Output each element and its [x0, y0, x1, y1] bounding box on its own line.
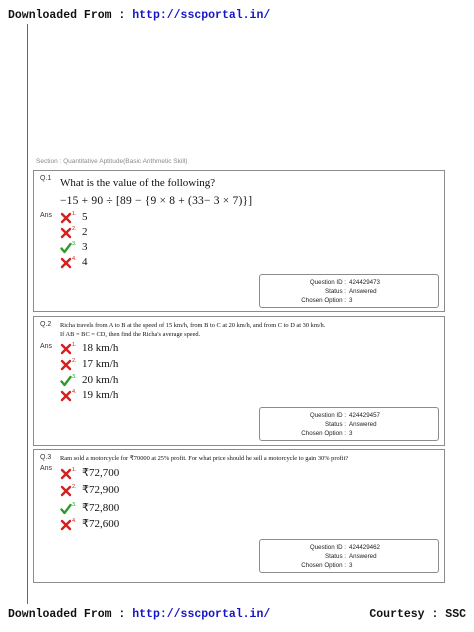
option-text: 2	[82, 226, 88, 238]
option-number: 1.	[72, 342, 77, 348]
option-number: 3.	[72, 241, 77, 247]
option-number: 4.	[72, 389, 77, 395]
option-number: 2.	[72, 484, 77, 490]
option-text: 3	[82, 241, 88, 253]
option-number: 1.	[72, 211, 77, 217]
question-id-value: 424429462	[349, 544, 380, 551]
option-text: 17 km/h	[82, 358, 119, 370]
cross-icon	[60, 227, 72, 239]
header-link[interactable]: http://sscportal.in/	[132, 9, 271, 22]
option-text: 4	[82, 256, 88, 268]
ans-label: Ans	[40, 465, 53, 472]
option-text: ₹72,700	[82, 467, 120, 479]
chosen-option-label: Chosen Option :	[301, 430, 346, 437]
cross-icon	[60, 468, 72, 480]
chosen-option-label: Chosen Option :	[301, 297, 346, 304]
status-label: Status :	[325, 421, 346, 428]
question-text-line-2: If AB = BC = CD, then find the Richa's average speed.	[60, 331, 201, 338]
option-number: 2.	[72, 358, 77, 364]
status-value: Answered	[349, 421, 377, 428]
cross-icon	[60, 485, 72, 497]
cross-icon	[60, 359, 72, 371]
option-number: 2.	[72, 226, 77, 232]
question-id-label: Question ID :	[309, 412, 346, 419]
option-number: 3.	[72, 502, 77, 508]
question-number: Q.2	[40, 321, 52, 328]
download-footer	[8, 608, 270, 621]
question-text-line-1: Richa travels from A to B at the speed of 15 km/h, from B to C at 20 km/h, and from C to D at 30 km/h.	[60, 322, 326, 329]
page-left-rule	[27, 24, 28, 604]
cross-icon	[60, 212, 72, 224]
status-value: Answered	[349, 553, 377, 560]
question-id-value: 424429473	[349, 279, 380, 286]
question-expression: −15 + 90 ÷ [89 − {9 × 8 + (33− 3 × 7)}]	[60, 195, 253, 207]
question-number: Q.3	[40, 454, 52, 461]
tick-icon	[60, 375, 72, 387]
footer-prefix: Downloaded From :	[8, 608, 133, 621]
download-header	[8, 9, 270, 22]
question-number: Q.1	[40, 175, 52, 182]
ans-label: Ans	[40, 212, 53, 219]
question-text: Ram sold a motorcycle for ₹70000 at 25% profit. For what price should he sell a motorcycle to gain 30% profit?	[60, 455, 349, 462]
footer-link[interactable]: http://sscportal.in/	[132, 608, 271, 621]
courtesy-footer: Courtesy : SSC	[369, 608, 466, 621]
question-info-box	[259, 407, 439, 441]
option-text: 5	[82, 211, 88, 223]
question-info-box	[259, 539, 439, 573]
cross-icon	[60, 257, 72, 269]
option-number: 1.	[72, 467, 77, 473]
status-value: Answered	[349, 288, 377, 295]
question-card-2	[33, 316, 445, 446]
chosen-option-value: 3	[349, 562, 353, 569]
question-card-1	[33, 170, 445, 312]
status-label: Status :	[325, 553, 346, 560]
chosen-option-value: 3	[349, 297, 353, 304]
header-prefix: Downloaded From :	[8, 9, 133, 22]
cross-icon	[60, 519, 72, 531]
tick-icon	[60, 242, 72, 254]
option-number: 3.	[72, 374, 77, 380]
chosen-option-value: 3	[349, 430, 353, 437]
option-text: ₹72,900	[82, 484, 120, 496]
ans-label: Ans	[40, 343, 53, 350]
section-label: Section : Quantitative Aptitude(Basic Arithmetic Skill)	[36, 158, 188, 165]
question-id-label: Question ID :	[309, 544, 346, 551]
option-text: ₹72,800	[82, 502, 120, 514]
question-id-value: 424429457	[349, 412, 380, 419]
question-card-3	[33, 449, 445, 583]
question-info-box	[259, 274, 439, 308]
question-id-label: Question ID :	[309, 279, 346, 286]
option-text: 20 km/h	[82, 374, 119, 386]
option-number: 4.	[72, 518, 77, 524]
chosen-option-label: Chosen Option :	[301, 562, 346, 569]
question-text: What is the value of the following?	[60, 177, 216, 189]
option-text: 19 km/h	[82, 389, 119, 401]
option-text: ₹72,600	[82, 518, 120, 530]
tick-icon	[60, 503, 72, 515]
option-text: 18 km/h	[82, 342, 119, 354]
option-number: 4.	[72, 256, 77, 262]
status-label: Status :	[325, 288, 346, 295]
cross-icon	[60, 390, 72, 402]
cross-icon	[60, 343, 72, 355]
